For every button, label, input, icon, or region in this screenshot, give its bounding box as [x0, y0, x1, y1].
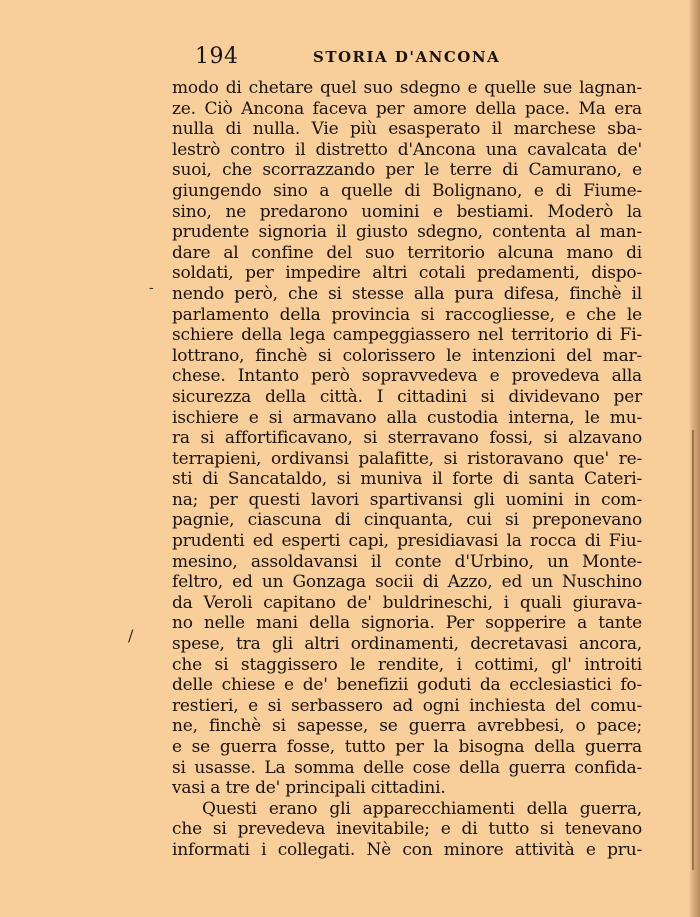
page-edge-shadow [689, 0, 700, 917]
page-edge-line [692, 430, 694, 870]
text-line: mesino, assoldavansi il conte d'Urbino, un Monte- [172, 551, 642, 572]
text-line: soldati, per impedire altri cotali predamenti, dispo- [172, 263, 642, 284]
text-line: sti di Sancataldo, si muniva il forte di santa Cateri- [172, 469, 642, 490]
text-line: restieri, e si serbassero ad ogni inchiesta del comu- [172, 695, 642, 716]
text-line: prudenti ed esperti capi, presidiavasi la rocca di Fiu- [172, 531, 642, 552]
text-line: modo di chetare quel suo sdegno e quelle sue lagnan- [172, 78, 642, 98]
text-line: chese. Intanto però sopravvedeva e provedeva alla [172, 366, 642, 387]
margin-mark-slash: / [128, 626, 134, 645]
text-line: schiere della lega campeggiassero nel territorio di Fi- [172, 325, 642, 346]
running-head: STORIA D'ANCONA [313, 48, 501, 66]
text-line: Questi erano gli apparecchiamenti della guerra, [202, 798, 642, 819]
text-line: da Veroli capitano de' buldrineschi, i quali giurava- [172, 592, 642, 613]
text-line: parlamento della provincia si raccogliesse, e che le [172, 304, 642, 325]
text-line: nendo però, che si stesse alla pura difesa, finchè il [172, 283, 642, 304]
text-line: lestrò contro il distretto d'Ancona una cavalcata de' [172, 139, 642, 160]
text-line: ne, finchè si sapesse, se guerra avrebbesi, o pace; [172, 716, 642, 737]
margin-mark-dash: - [149, 280, 154, 296]
text-line: che si staggissero le rendite, i cottimi, gl' introiti [172, 654, 642, 675]
text-line: sino, ne predarono uomini e bestiami. Moderò la [172, 201, 642, 222]
text-line: prudente signoria il giusto sdegno, contenta al man- [172, 222, 642, 243]
text-line: e se guerra fosse, tutto per la bisogna della guerra [172, 737, 642, 757]
page-header [0, 44, 700, 74]
text-line: no nelle mani della signoria. Per sopperire a tante [172, 613, 642, 634]
text-line: suoi, che scorrazzando per le terre di Camurano, e [172, 160, 642, 181]
body-text [172, 78, 642, 861]
text-line: ze. Ciò Ancona faceva per amore della pace. Ma era [172, 98, 642, 119]
text-line: informati i collegati. Nè con minore attività e pru- [172, 839, 642, 860]
text-line: si usasse. La somma delle cose della guerra confida- [172, 757, 642, 778]
page-number: 194 [195, 44, 239, 69]
text-line: che si prevedeva inevitabile; e di tutto si tenevano [172, 819, 642, 840]
text-line: feltro, ed un Gonzaga socii di Azzo, ed un Nuschino [172, 572, 642, 593]
text-line: delle chiese e de' benefizii goduti da ecclesiastici fo- [172, 675, 642, 696]
text-line: ischiere e si armavano alla custodia interna, le mu- [172, 407, 642, 428]
text-line: sicurezza della città. I cittadini si dividevano per [172, 386, 642, 407]
text-line: lottrano, finchè si colorissero le intenzioni del mar- [172, 345, 642, 366]
text-line: na; per questi lavori spartivansi gli uomini in com- [172, 489, 642, 510]
text-line: terrapieni, ordivansi palafitte, si ristoravano que' re- [172, 448, 642, 469]
text-line: nulla di nulla. Vie più esasperato il marchese sba- [172, 119, 642, 140]
text-line: ra si affortificavano, si sterravano fossi, si alzavano [172, 428, 642, 449]
text-line: vasi a tre de' principali cittadini. [172, 778, 446, 799]
text-line: giungendo sino a quelle di Bolignano, e di Fiume- [172, 180, 642, 201]
text-line: dare al confine del suo territorio alcuna mano di [172, 242, 642, 263]
text-line: pagnie, ciascuna di cinquanta, cui si preponevano [172, 510, 642, 531]
text-line: spese, tra gli altri ordinamenti, decretavasi ancora, [172, 634, 642, 655]
